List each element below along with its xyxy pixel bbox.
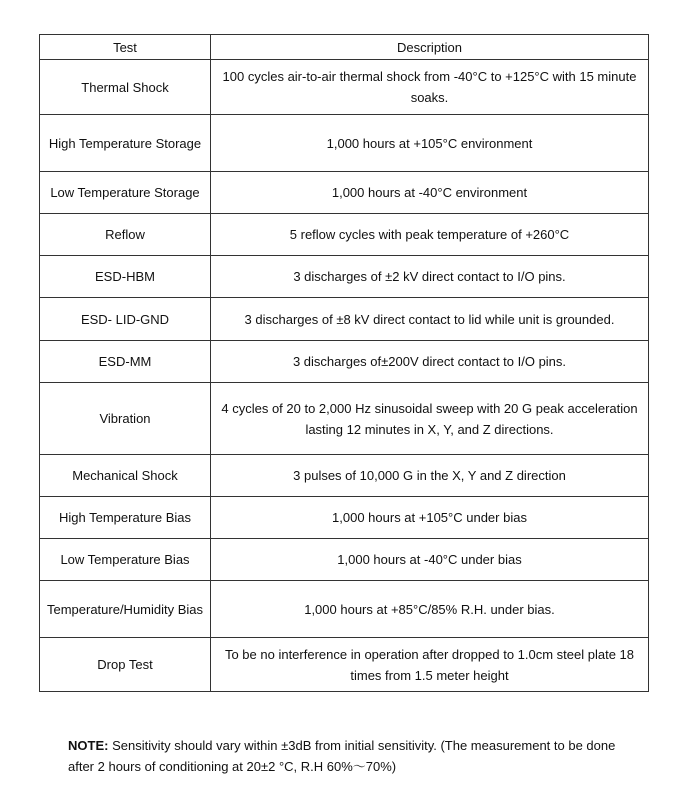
test-description: 1,000 hours at -40°C environment [211,172,649,214]
table-row [40,341,649,383]
table-row [40,115,649,172]
test-description: 4 cycles of 20 to 2,000 Hz sinusoidal sweep with 20 G peak acceleration lasting 12 minutes in X, Y, and Z directions. [211,383,649,455]
test-name: High Temperature Bias [40,497,211,539]
test-name: Mechanical Shock [40,455,211,497]
test-description: 3 discharges of ±8 kV direct contact to lid while unit is grounded. [211,298,649,341]
table-row [40,581,649,638]
table-row [40,455,649,497]
table-row [40,539,649,581]
test-description: 5 reflow cycles with peak temperature of +260°C [211,214,649,256]
test-name: Thermal Shock [40,60,211,115]
table-row [40,172,649,214]
reliability-test-table [39,34,649,692]
header-description: Description [211,35,649,60]
test-name: Low Temperature Bias [40,539,211,581]
test-name: Vibration [40,383,211,455]
header-test: Test [40,35,211,60]
test-name: Temperature/Humidity Bias [40,581,211,638]
test-name: ESD-MM [40,341,211,383]
table-row [40,214,649,256]
test-description: 1,000 hours at +85°C/85% R.H. under bias. [211,581,649,638]
test-description: 3 discharges of ±2 kV direct contact to I/O pins. [211,256,649,298]
table-row [40,60,649,115]
sensitivity-note [68,735,628,777]
test-description: To be no interference in operation after dropped to 1.0cm steel plate 18 times from 1.5 meter height [211,638,649,692]
table-row [40,256,649,298]
test-name: ESD- LID-GND [40,298,211,341]
table-header-row [40,35,649,60]
table-row [40,497,649,539]
test-name: High Temperature Storage [40,115,211,172]
table-row [40,638,649,692]
test-description: 3 pulses of 10,000 G in the X, Y and Z direction [211,455,649,497]
note-text: Sensitivity should vary within ±3dB from initial sensitivity. (The measurement to be done after 2 hours of conditioning at 20±2 °C, R.H 60%～70%) [68,738,616,774]
test-name: Low Temperature Storage [40,172,211,214]
test-description: 1,000 hours at -40°C under bias [211,539,649,581]
test-description: 1,000 hours at +105°C under bias [211,497,649,539]
test-description: 1,000 hours at +105°C environment [211,115,649,172]
table-row [40,298,649,341]
test-name: Drop Test [40,638,211,692]
note-label: NOTE: [68,738,109,753]
test-description: 3 discharges of±200V direct contact to I/O pins. [211,341,649,383]
table-row [40,383,649,455]
test-name: Reflow [40,214,211,256]
test-description: 100 cycles air-to-air thermal shock from -40°C to +125°C with 15 minute soaks. [211,60,649,115]
test-name: ESD-HBM [40,256,211,298]
